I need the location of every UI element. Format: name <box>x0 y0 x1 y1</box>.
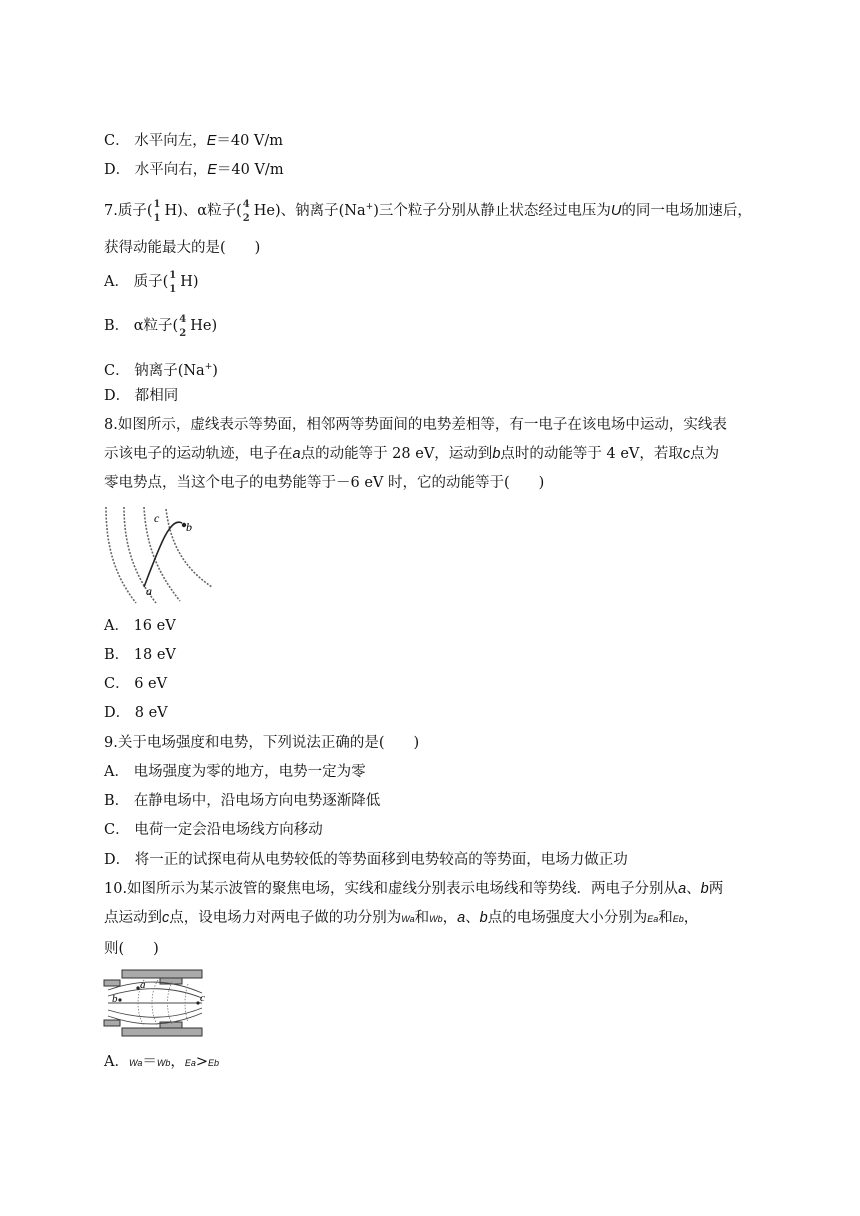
point-b: b <box>700 881 709 897</box>
q9-option-a: A． 电场强度为零的地方，电势一定为零 <box>104 764 366 780</box>
option-value: ＝40 V/m <box>216 133 284 149</box>
option-text: C． 钠离子(Na <box>104 362 205 379</box>
stem-text: 的同一电场加速后， <box>621 202 752 219</box>
alpha-nuclide <box>242 199 254 223</box>
option-text: H) <box>180 274 199 290</box>
mass-number: 1 <box>169 270 177 281</box>
option-text: B． α粒子( <box>104 318 179 334</box>
stem-text: ， <box>683 910 699 926</box>
focusing-field-figure <box>102 968 206 1038</box>
q8-option-b: B． 18 eV <box>104 647 176 663</box>
q8-option-c: C． 6 eV <box>104 676 168 692</box>
q9-option-c: C． 电荷一定会沿电场线方向移动 <box>104 822 323 838</box>
figure-label-a: a <box>140 979 146 991</box>
q6-option-c <box>104 131 283 151</box>
q8-stem-line2 <box>104 444 719 464</box>
point-a: a <box>457 910 466 926</box>
figure-label-b: b <box>112 993 118 1005</box>
stem-text: 和 <box>658 910 673 926</box>
q10-stem-line3: 则( ) <box>104 941 159 957</box>
q7-stem-line2: 获得动能最大的是( ) <box>104 240 261 256</box>
option-value: ＝40 V/m <box>216 162 284 178</box>
proton-nuclide <box>153 199 165 223</box>
q7-option-d: D． 都相同 <box>104 388 179 404</box>
option-text: ) <box>212 362 218 379</box>
q10-option-a <box>104 1052 219 1073</box>
stem-text: 示该电子的运动轨迹，电子在 <box>104 446 293 462</box>
stem-text: 、 <box>465 910 480 926</box>
work-wa: Wa <box>401 914 415 924</box>
point-b: b <box>492 446 501 462</box>
q10-stem-line2 <box>104 908 698 929</box>
mass-number: 1 <box>153 198 161 210</box>
q7-option-b <box>104 314 217 338</box>
q7-stem-line1 <box>104 197 752 223</box>
point-b: b <box>479 910 488 926</box>
stem-text: 7.质子( <box>104 202 153 219</box>
q9-option-b: B． 在静电场中，沿电场方向电势逐渐降低 <box>104 793 381 809</box>
option-text: ， <box>170 1054 185 1070</box>
option-text: > <box>195 1054 208 1070</box>
q10-stem-line1 <box>104 879 723 899</box>
work-wa: Wa <box>128 1058 143 1068</box>
q7-option-a <box>104 270 199 294</box>
equipotential-figure <box>100 505 220 605</box>
q8-option-d: D． 8 eV <box>104 705 168 721</box>
field-eb: Eb <box>208 1058 220 1068</box>
field-ea: Ea <box>184 1058 196 1068</box>
field-ea: Ea <box>647 914 659 924</box>
q7-option-c <box>104 357 218 381</box>
stem-text: 点的电场强度大小分别为 <box>487 910 648 926</box>
q8-option-a: A． 16 eV <box>104 618 176 634</box>
figure-label-c: c <box>154 511 160 525</box>
charge-superscript: + <box>365 202 374 212</box>
work-wb: Wb <box>429 914 443 924</box>
mass-number: 4 <box>242 198 250 210</box>
field-eb: Eb <box>672 914 684 924</box>
option-text: C． 水平向左， <box>104 133 207 149</box>
stem-text: ， <box>442 910 458 926</box>
stem-text: 点，设电场力对两电子做的功分别为 <box>169 910 402 926</box>
atomic-number: 2 <box>242 212 250 224</box>
point-c: c <box>162 910 170 926</box>
stem-text: )三个粒子分别从静止状态经过电压为 <box>373 202 611 219</box>
proton-nuclide <box>168 270 180 294</box>
charge-superscript: + <box>204 362 213 372</box>
option-text: He) <box>190 318 218 334</box>
mass-number: 4 <box>179 314 187 325</box>
stem-text: He)、钠离子(Na <box>253 202 366 219</box>
figure-label-b: b <box>186 520 192 534</box>
figure-label-c: c <box>200 992 205 1004</box>
q8-stem-line1: 8.如图所示，虚线表示等势面，相邻两等势面间的电势差相等，有一电子在该电场中运动，实线表 <box>104 417 727 433</box>
point-a: a <box>678 881 687 897</box>
stem-text: 和 <box>414 910 430 926</box>
q9-option-d: D． 将一正的试探电荷从电势较低的等势面移到电势较高的等势面，电场力做正功 <box>104 852 628 868</box>
point-a: a <box>292 446 301 462</box>
stem-text: 两 <box>708 881 724 897</box>
stem-text: 点运动到 <box>104 910 162 926</box>
symbol-u: U <box>610 202 622 219</box>
figure-label-a: a <box>146 584 152 598</box>
stem-text: 点为 <box>690 446 720 462</box>
option-text: ＝ <box>142 1054 157 1070</box>
option-text: A． <box>104 1054 129 1070</box>
stem-text: 、 <box>686 881 701 897</box>
alpha-nuclide <box>178 314 190 338</box>
work-wb: Wb <box>156 1058 171 1068</box>
stem-text: H)、α粒子( <box>164 202 242 219</box>
option-text: A． 质子( <box>104 274 169 290</box>
atomic-number: 1 <box>169 284 177 295</box>
atomic-number: 1 <box>153 212 161 224</box>
symbol-e: E <box>207 162 217 178</box>
stem-text: 点时的动能等于 4 eV，若取 <box>500 446 683 462</box>
stem-text: 点的动能等于 28 eV，运动到 <box>300 446 493 462</box>
q9-stem: 9.关于电场强度和电势，下列说法正确的是( ) <box>104 735 420 751</box>
option-text: D． 水平向右， <box>104 162 208 178</box>
stem-text: 10.如图所示为某示波管的聚焦电场，实线和虚线分别表示电场线和等势线．两电子分别从 <box>104 881 679 897</box>
point-c: c <box>682 446 691 462</box>
q6-option-d <box>104 160 284 180</box>
symbol-e: E <box>206 133 217 149</box>
atomic-number: 2 <box>179 328 187 339</box>
q8-stem-line3: 零电势点，当这个电子的电势能等于－6 eV 时，它的动能等于( ) <box>104 475 545 491</box>
